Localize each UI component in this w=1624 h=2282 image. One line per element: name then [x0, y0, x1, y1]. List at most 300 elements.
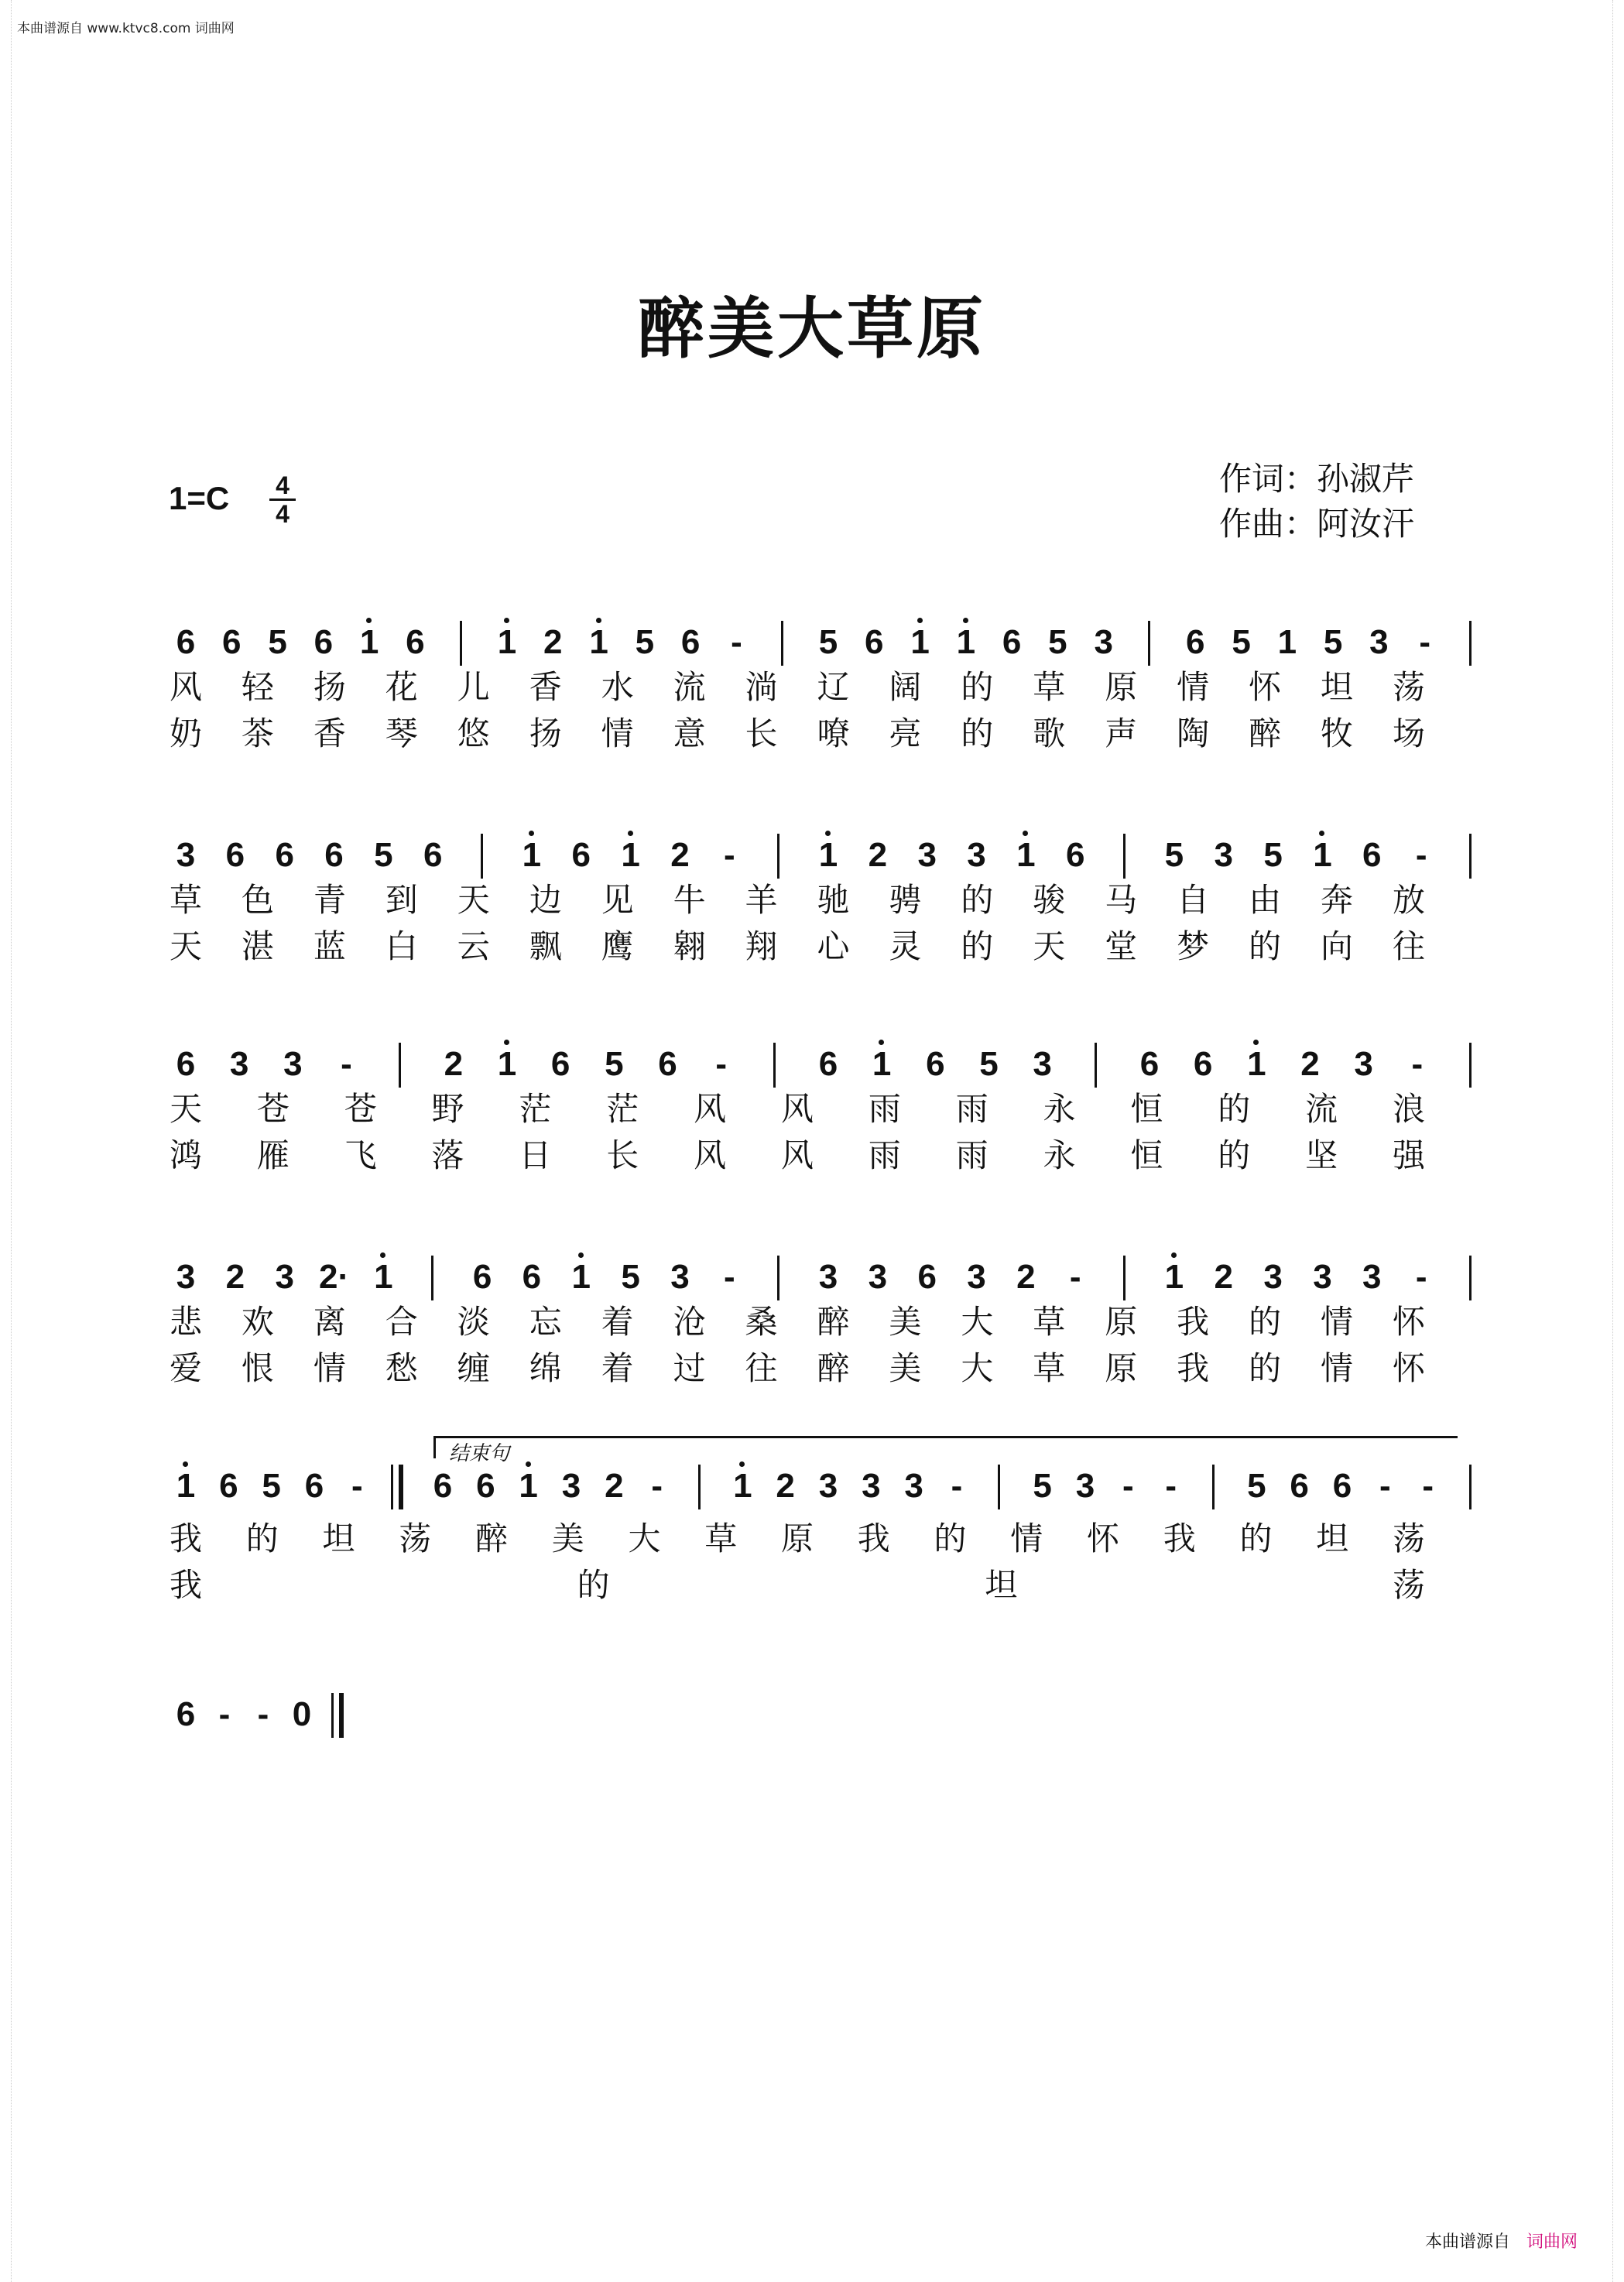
lyric-char: 着	[601, 1349, 634, 1387]
lyric-char: 我	[1163, 1520, 1196, 1557]
note: -	[1422, 1467, 1434, 1505]
note: 3	[176, 836, 196, 874]
lyric-char: 的	[1218, 1090, 1251, 1128]
lyric-char: 我	[1177, 1349, 1210, 1387]
barline	[339, 1693, 344, 1738]
note: -	[1415, 836, 1427, 874]
note: 2	[776, 1467, 795, 1505]
note: 6	[476, 1467, 495, 1505]
lyricist-credit: 作词：孙淑芹	[1219, 460, 1415, 498]
note: 5	[818, 623, 838, 661]
lyric-char: 恒	[1130, 1090, 1163, 1128]
lyric-row	[0, 1347, 1624, 1393]
lyric-char: 合	[385, 1303, 418, 1341]
note: 5	[621, 1258, 640, 1296]
lyric-char: 陶	[1177, 714, 1210, 752]
octave-dot	[529, 831, 534, 836]
note: 6	[275, 836, 294, 874]
lyric-char: 草	[704, 1520, 738, 1557]
lyric-char: 情	[1177, 668, 1210, 706]
lyric-char: 香	[313, 714, 346, 752]
lyric-char: 的	[961, 927, 994, 965]
lyric-char: 落	[431, 1136, 464, 1174]
barline-thin	[391, 1465, 393, 1509]
note: 3	[1075, 1467, 1095, 1505]
note: -	[1122, 1467, 1134, 1505]
note: -	[218, 1695, 231, 1733]
note: 3	[868, 1258, 888, 1296]
lyric-char: 的	[961, 881, 994, 919]
octave-dot	[739, 1461, 745, 1467]
lyric-char: 怀	[1249, 668, 1282, 706]
barline	[399, 1465, 403, 1509]
note: 1	[905, 619, 936, 666]
lyric-char: 我	[1177, 1303, 1210, 1341]
lyric-char: 见	[601, 881, 634, 919]
time-signature	[269, 471, 296, 528]
lyric-char: 悠	[457, 714, 490, 752]
note: 6	[176, 1695, 196, 1733]
lyric-char: 坦	[1316, 1520, 1349, 1557]
lyric-char: 美	[889, 1303, 922, 1341]
lyric-char: 翔	[745, 927, 778, 965]
note: 1	[1241, 1041, 1272, 1088]
note: 2·	[318, 1258, 350, 1296]
note: 6	[550, 1045, 570, 1083]
note: 6	[818, 1045, 838, 1083]
note: 2	[444, 1045, 464, 1083]
lyric-char: 羊	[745, 881, 778, 919]
note: 5	[374, 836, 393, 874]
lyric-char: 茫	[606, 1090, 639, 1128]
note: 2	[225, 1258, 245, 1296]
lyric-char: 意	[673, 714, 706, 752]
footer-source-text: 本曲谱源自	[1424, 2232, 1510, 2252]
note: 6	[225, 836, 245, 874]
lyric-char: 日	[519, 1136, 552, 1174]
lyric-char: 缠	[457, 1349, 490, 1387]
note: -	[1411, 1045, 1424, 1083]
lyric-char: 恨	[241, 1349, 274, 1387]
note: 6	[522, 1258, 542, 1296]
lyric-char: 荡	[1392, 1566, 1425, 1604]
lyric-char: 琴	[385, 714, 418, 752]
note: -	[715, 1045, 727, 1083]
octave-dot	[596, 618, 601, 623]
octave-dot	[628, 831, 633, 836]
lyric-char: 雁	[256, 1136, 290, 1174]
lyric-char: 欢	[241, 1303, 274, 1341]
note: -	[341, 1045, 352, 1083]
note: 1	[584, 619, 615, 666]
note: 5	[268, 623, 287, 661]
note: 5	[605, 1045, 624, 1083]
barline	[698, 1465, 701, 1509]
note: 1	[368, 1254, 399, 1300]
octave-dot	[1253, 1040, 1259, 1045]
note: 6	[917, 1258, 937, 1296]
lyric-char: 翱	[673, 927, 706, 965]
lyric-char: 美	[889, 1349, 922, 1387]
note: 3	[1263, 1258, 1283, 1296]
lyric-char: 风	[780, 1090, 814, 1128]
note: 3	[1362, 1258, 1382, 1296]
note: 6	[324, 836, 344, 874]
lyric-row	[0, 1564, 1624, 1610]
lyric-char: 着	[601, 1303, 634, 1341]
note: 1	[813, 832, 844, 879]
lyric-row	[0, 1088, 1624, 1134]
note: 2	[1214, 1258, 1233, 1296]
note: -	[257, 1695, 269, 1733]
note: 6	[865, 623, 884, 661]
barline	[431, 1256, 433, 1300]
note: 5	[635, 623, 655, 661]
lyric-char: 情	[1321, 1303, 1354, 1341]
note: 1	[1307, 832, 1338, 879]
note: 3	[862, 1467, 881, 1505]
lyric-char: 茫	[519, 1090, 552, 1128]
barline	[1469, 834, 1472, 879]
lyric-char: 扬	[529, 714, 562, 752]
lyric-char: 情	[313, 1349, 346, 1387]
note: 1	[566, 1254, 597, 1300]
note: 2	[670, 836, 690, 874]
key-signature: 1=C	[169, 480, 230, 516]
lyric-row	[0, 1300, 1624, 1347]
note: -	[1379, 1467, 1391, 1505]
composer-credit: 作曲：阿汝汗	[1219, 505, 1415, 543]
note: 3	[917, 836, 937, 874]
lyric-char: 香	[529, 668, 562, 706]
note: 1	[492, 1041, 522, 1088]
note: 2	[1016, 1258, 1036, 1296]
lyric-char: 马	[1105, 881, 1138, 919]
note: 5	[1263, 836, 1283, 874]
lyric-char: 边	[529, 881, 562, 919]
note: 6	[1002, 623, 1022, 661]
lyric-char: 水	[601, 668, 634, 706]
note: 6	[571, 836, 591, 874]
note: -	[1069, 1258, 1081, 1296]
lyric-char: 风	[780, 1136, 814, 1174]
lyric-char: 风	[694, 1136, 727, 1174]
note: 1	[516, 832, 547, 879]
note: 6	[658, 1045, 677, 1083]
lyric-char: 飘	[529, 927, 562, 965]
lyric-char: 苍	[256, 1090, 290, 1128]
lyric-row	[0, 712, 1624, 759]
note: 3	[670, 1258, 690, 1296]
lyric-char: 情	[1321, 1349, 1354, 1387]
lyric-char: 我	[169, 1566, 202, 1604]
notes-row	[0, 1691, 1624, 1753]
lyric-char: 美	[551, 1520, 584, 1557]
note: 6	[472, 1258, 492, 1296]
lyric-char: 醉	[1249, 714, 1282, 752]
barline	[1123, 1256, 1125, 1300]
lyric-char: 轻	[241, 668, 274, 706]
note: 5	[262, 1467, 281, 1505]
octave-dot	[1171, 1252, 1177, 1258]
lyric-char: 的	[961, 714, 994, 752]
lyric-char: 野	[431, 1090, 464, 1128]
octave-dot	[825, 831, 831, 836]
note: -	[651, 1467, 663, 1505]
lyric-char: 阔	[889, 668, 922, 706]
note: 3	[1313, 1258, 1332, 1296]
note: 5	[979, 1045, 999, 1083]
note: -	[731, 623, 742, 661]
lyric-char: 悲	[169, 1303, 202, 1341]
lyric-char: 的	[1239, 1520, 1273, 1557]
time-sig-top: 4	[276, 471, 290, 499]
lyric-char: 草	[1033, 1349, 1066, 1387]
lyric-char: 天	[169, 1090, 202, 1128]
note: 1	[1010, 832, 1041, 879]
barline	[1469, 1043, 1472, 1088]
note: -	[951, 1467, 963, 1505]
barline	[998, 1465, 1000, 1509]
lyric-char: 过	[673, 1349, 706, 1387]
lyric-char: 醉	[817, 1303, 850, 1341]
lyric-char: 原	[1105, 668, 1138, 706]
note: 5	[1247, 1467, 1266, 1505]
lyric-char: 的	[1218, 1136, 1251, 1174]
lyric-char: 大	[961, 1303, 994, 1341]
lyric-char: 天	[169, 927, 202, 965]
octave-dot	[526, 1461, 531, 1467]
octave-dot	[504, 1040, 509, 1045]
lyric-char: 雨	[955, 1136, 988, 1174]
header-source-text: 本曲谱源自 www.ktvc8.com 词曲网	[17, 21, 235, 36]
lyric-char: 灵	[889, 927, 922, 965]
barline	[1095, 1043, 1097, 1088]
lyric-char: 原	[780, 1520, 814, 1557]
lyric-char: 草	[1033, 668, 1066, 706]
note: 1	[1277, 623, 1297, 661]
note: 6	[1332, 1467, 1352, 1505]
note: 6	[1186, 623, 1205, 661]
lyric-char: 驰	[817, 881, 850, 919]
barline	[1469, 621, 1472, 666]
lyric-char: 桑	[745, 1303, 778, 1341]
lyric-char: 雨	[868, 1090, 901, 1128]
note: 3	[1033, 1045, 1052, 1083]
lyric-char: 草	[169, 881, 202, 919]
lyric-char: 荡	[1392, 1520, 1425, 1557]
lyric-char: 绵	[529, 1349, 562, 1387]
note: 3	[1214, 836, 1233, 874]
lyric-char: 坚	[1305, 1136, 1338, 1174]
lyric-char: 自	[1177, 881, 1210, 919]
note: 3	[1094, 623, 1113, 661]
note: 5	[1048, 623, 1067, 661]
lyric-char: 的	[934, 1520, 967, 1557]
note: -	[351, 1467, 363, 1505]
lyric-char: 青	[313, 881, 346, 919]
lyric-char: 愁	[385, 1349, 418, 1387]
note: 6	[926, 1045, 945, 1083]
lyric-char: 的	[1249, 1349, 1282, 1387]
lyric-char: 的	[245, 1520, 279, 1557]
note: 3	[1369, 623, 1389, 661]
notes-row	[0, 1463, 1624, 1525]
lyric-row	[0, 925, 1624, 971]
lyric-char: 牧	[1321, 714, 1354, 752]
lyric-char: 我	[857, 1520, 890, 1557]
note: 2	[1300, 1045, 1320, 1083]
lyric-char: 情	[1010, 1520, 1043, 1557]
note: 1	[951, 619, 982, 666]
note: 1	[727, 1463, 758, 1509]
lyric-char: 声	[1105, 714, 1138, 752]
note: 3	[229, 1045, 249, 1083]
lyric-char: 蓝	[313, 927, 346, 965]
octave-dot	[183, 1461, 188, 1467]
lyric-char: 辽	[817, 668, 850, 706]
note: 6	[313, 623, 334, 661]
lyric-char: 恒	[1130, 1136, 1163, 1174]
octave-dot	[963, 618, 968, 623]
lyric-char: 天	[1033, 927, 1066, 965]
note: -	[1165, 1467, 1177, 1505]
note: 3	[275, 1258, 294, 1296]
lyric-char: 坦	[1321, 668, 1354, 706]
note: 1	[615, 832, 646, 879]
barline	[773, 1043, 776, 1088]
lyric-char: 忘	[529, 1303, 562, 1341]
lyric-char: 的	[961, 668, 994, 706]
note: 6	[680, 623, 701, 661]
lyric-char: 堂	[1105, 927, 1138, 965]
footer-source	[1425, 2229, 1578, 2253]
lyric-char: 醉	[817, 1349, 850, 1387]
ending-label: 结束句	[449, 1442, 510, 1465]
note: 0	[292, 1695, 312, 1733]
lyric-char: 由	[1249, 881, 1282, 919]
lyric-char: 永	[1043, 1136, 1076, 1174]
barline	[777, 1256, 779, 1300]
lyric-char: 淡	[457, 1303, 490, 1341]
note: 3	[283, 1045, 303, 1083]
note: 1	[170, 1463, 201, 1509]
note: 3	[967, 836, 986, 874]
note: 2	[605, 1467, 624, 1505]
lyric-char: 荡	[1392, 668, 1425, 706]
note: -	[1419, 623, 1431, 661]
lyric-char: 云	[457, 927, 490, 965]
lyric-char: 雨	[955, 1090, 988, 1128]
lyric-char: 的	[1249, 1303, 1282, 1341]
lyric-char: 爱	[169, 1349, 202, 1387]
note: 6	[406, 623, 425, 661]
lyric-char: 奔	[1321, 881, 1354, 919]
lyric-row	[0, 1134, 1624, 1180]
lyric-char: 歌	[1033, 714, 1066, 752]
lyric-char: 强	[1392, 1136, 1425, 1174]
lyric-char: 茶	[241, 714, 274, 752]
lyric-char: 苍	[344, 1090, 377, 1128]
lyric-char: 长	[745, 714, 778, 752]
octave-dot	[366, 618, 372, 623]
barline	[1123, 834, 1125, 879]
lyric-char: 大	[961, 1349, 994, 1387]
octave-dot	[1319, 831, 1324, 836]
lyric-char: 长	[606, 1136, 639, 1174]
lyric-char: 的	[1249, 927, 1282, 965]
note: 3	[1354, 1045, 1373, 1083]
lyric-char: 心	[817, 927, 850, 965]
octave-dot	[380, 1252, 385, 1258]
octave-dot	[917, 618, 923, 623]
note: -	[1415, 1258, 1427, 1296]
lyric-char: 淌	[745, 668, 778, 706]
lyric-char: 色	[241, 881, 274, 919]
lyric-char: 草	[1033, 1303, 1066, 1341]
note: 6	[433, 1467, 453, 1505]
lyric-char: 怀	[1392, 1349, 1425, 1387]
note: 2	[868, 836, 888, 874]
lyric-char: 坦	[322, 1520, 355, 1557]
footer-brand: 词曲网	[1526, 2232, 1578, 2252]
note: 3	[818, 1467, 838, 1505]
barline	[781, 621, 783, 666]
credits	[1219, 457, 1414, 547]
song-title: 醉美大草原	[638, 290, 986, 368]
lyric-char: 我	[169, 1520, 202, 1557]
lyric-char: 奶	[169, 714, 202, 752]
lyric-char: 儿	[457, 668, 490, 706]
note: 1	[354, 619, 385, 666]
octave-dot	[578, 1252, 584, 1258]
note: 2	[543, 623, 563, 661]
barline	[1469, 1465, 1472, 1509]
note: 3	[818, 1258, 838, 1296]
note: 1	[513, 1463, 544, 1509]
note: 3	[904, 1467, 923, 1505]
note: 6	[222, 623, 242, 661]
barline	[399, 1043, 401, 1088]
lyric-char: 放	[1392, 881, 1425, 919]
note: 6	[176, 623, 196, 661]
barline	[1212, 1465, 1215, 1509]
note: -	[723, 836, 735, 874]
lyric-char: 浪	[1392, 1090, 1425, 1128]
lyric-char: 鹰	[601, 927, 634, 965]
lyric-char: 怀	[1392, 1303, 1425, 1341]
lyric-char: 坦	[985, 1566, 1018, 1604]
note: 3	[176, 1258, 196, 1296]
lyric-row	[0, 879, 1624, 925]
note: 5	[1164, 836, 1184, 874]
lyric-char: 流	[673, 668, 706, 706]
lyric-char: 的	[577, 1566, 610, 1604]
lyric-char: 往	[1392, 927, 1425, 965]
lyric-row	[0, 666, 1624, 712]
note: 6	[1362, 836, 1382, 874]
note: 3	[561, 1467, 581, 1505]
note: 6	[1193, 1045, 1213, 1083]
note: 1	[1159, 1254, 1190, 1300]
lyric-char: 天	[457, 881, 490, 919]
octave-dot	[1023, 831, 1028, 836]
lyric-char: 骏	[1033, 881, 1066, 919]
lyric-char: 荡	[399, 1520, 432, 1557]
octave-dot	[504, 618, 509, 623]
note: 6	[1065, 836, 1085, 874]
note: 6	[304, 1467, 324, 1505]
